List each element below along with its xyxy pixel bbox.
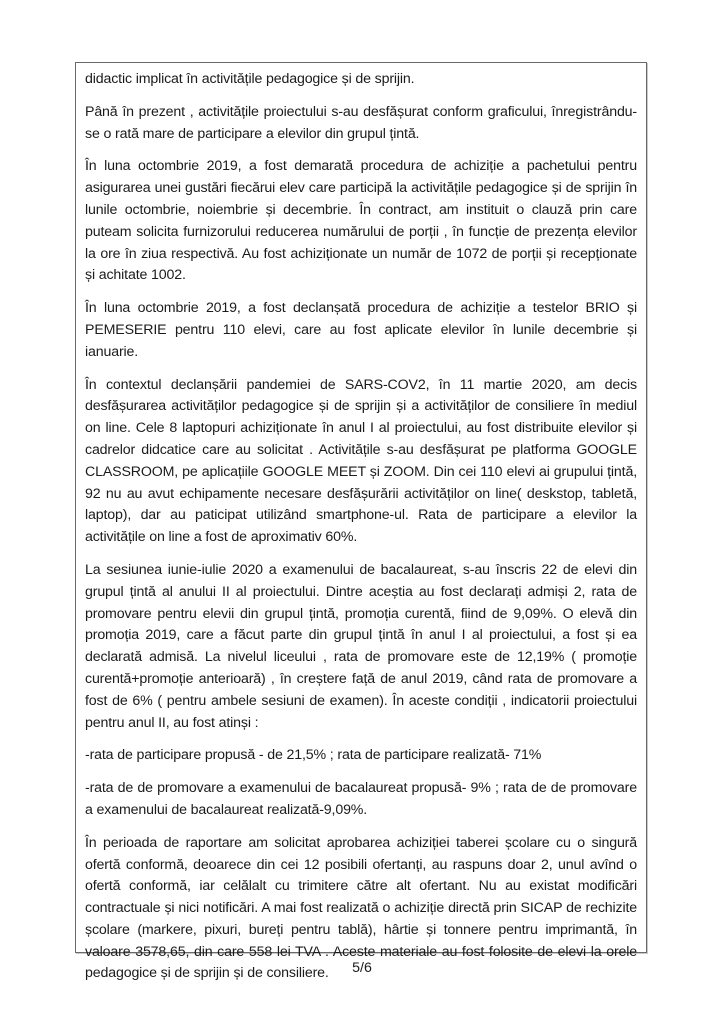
page-number: 5/6 xyxy=(352,960,372,976)
paragraph-indicator-participation: -rata de participare propusă - de 21,5% ; rata de participare realizată- 71% xyxy=(85,747,542,764)
paragraph-camp-and-supplies: În perioada de raportare am solicitat aprobarea achiziției taberei școlare cu o singură ofertă conformă, deoarece din cei 12 posibili ofertanți, au raspuns doar 2, unul avînd o ofertă conformă, iar celălalt cu trimitere către alt ofertant. Nu au existat modificări contractuale și nici notificări. A mai fost realizată o achiziție directă prin SICAP de rechizite școlare (markere, pixuri, bureți pentru tablă), hârtie și tonnere pentru imprimantă, în valoare 3578,65, din care 558 lei TVA . Aceste materiale au fost folosite de elevi la orele pedagogice și de sprijin și de consiliere. xyxy=(85,834,637,982)
paragraph-pandemic-online-activities: În contextul declanșării pandemiei de SARS-COV2, în 11 martie 2020, am decis desfășurarea activităților pedagogice și de sprijin și a activităților de consiliere în mediul on line. Cele 8 laptopuri achiziționate în anul I al proiectului, au fost distribuite elevilor și cadrelor didcatice care au solicitat . Activitățile s-au desfășurat pe platforma GOOGLE CLASSROOM, pe aplicațiile GOOGLE MEET și ZOOM. Din cei 110 elevi ai grupului țintă, 92 nu au avut echipamente necesare desfășurării activităților on line( deskstop, tabletă, laptop), dar au paticipat utilizând smartphone-ul. Rata de participare a elevilor la activitățile on line a fost de aproximativ 60%. xyxy=(85,376,637,546)
paragraph-continuation: didactic implicat în activitățile pedagogice și de sprijin. xyxy=(85,71,415,87)
paragraph-progress-overview: Până în prezent , activitățile proiectului s-au desfășurat conform graficului, înregistrându-se o rată mare de participare a elevilor din grupul țintă. xyxy=(85,103,637,142)
paragraph-baccalaureate-results: La sesiunea iunie-iulie 2020 a examenului de bacalaureat, s-au înscris 22 de elevi din grupul țintă al anului II al proiectului. Dintre aceștia au fost declarați admiși 2, rata de promovare pentru elevii din grupul țintă, promoția curentă, fiind de 9,09%. O elevă din promoția 2019, care a făcut parte din grupul țintă în anul I al proiectului, a fost și ea declarată admisă. La nivelul liceului , rata de promovare este de 12,19% ( promoție curentă+promoție anterioară) , în creștere față de anul 2019, când rata de promovare a fost de 6% ( pentru ambele sesiuni de examen). În aceste condiții , indicatorii proiectului pentru anul II, au fost atinși : xyxy=(85,561,637,731)
paragraph-tests-procurement: În luna octombrie 2019, a fost declanșată procedura de achiziție a testelor BRIO și PEMESERIE pentru 110 elevi, care au fost aplicate elevilor în lunile decembrie și ianuarie. xyxy=(85,300,637,360)
paragraph-snack-procurement: În luna octombrie 2019, a fost demarată procedura de achiziție a pachetului pentru asigurarea unei gustări fiecărui elev care participă la activitățile pedagogice și de sprijin în lunile octombrie, noiembrie și decembrie. În contract, am instituit o clauză prin care puteam solicita furnizorului reducerea numărului de porții , în funcție de prezența elevilor la ore în ziua respectivă. Au fost achiziționate un număr de 1072 de porții și recepționate și achitate 1002. xyxy=(85,158,637,284)
paragraph-indicator-pass-rate: -rata de de promovare a examenului de bacalaureat propusă- 9% ; rata de de promovare a examenului de bacalaureat realizată-9,09%. xyxy=(85,780,637,818)
